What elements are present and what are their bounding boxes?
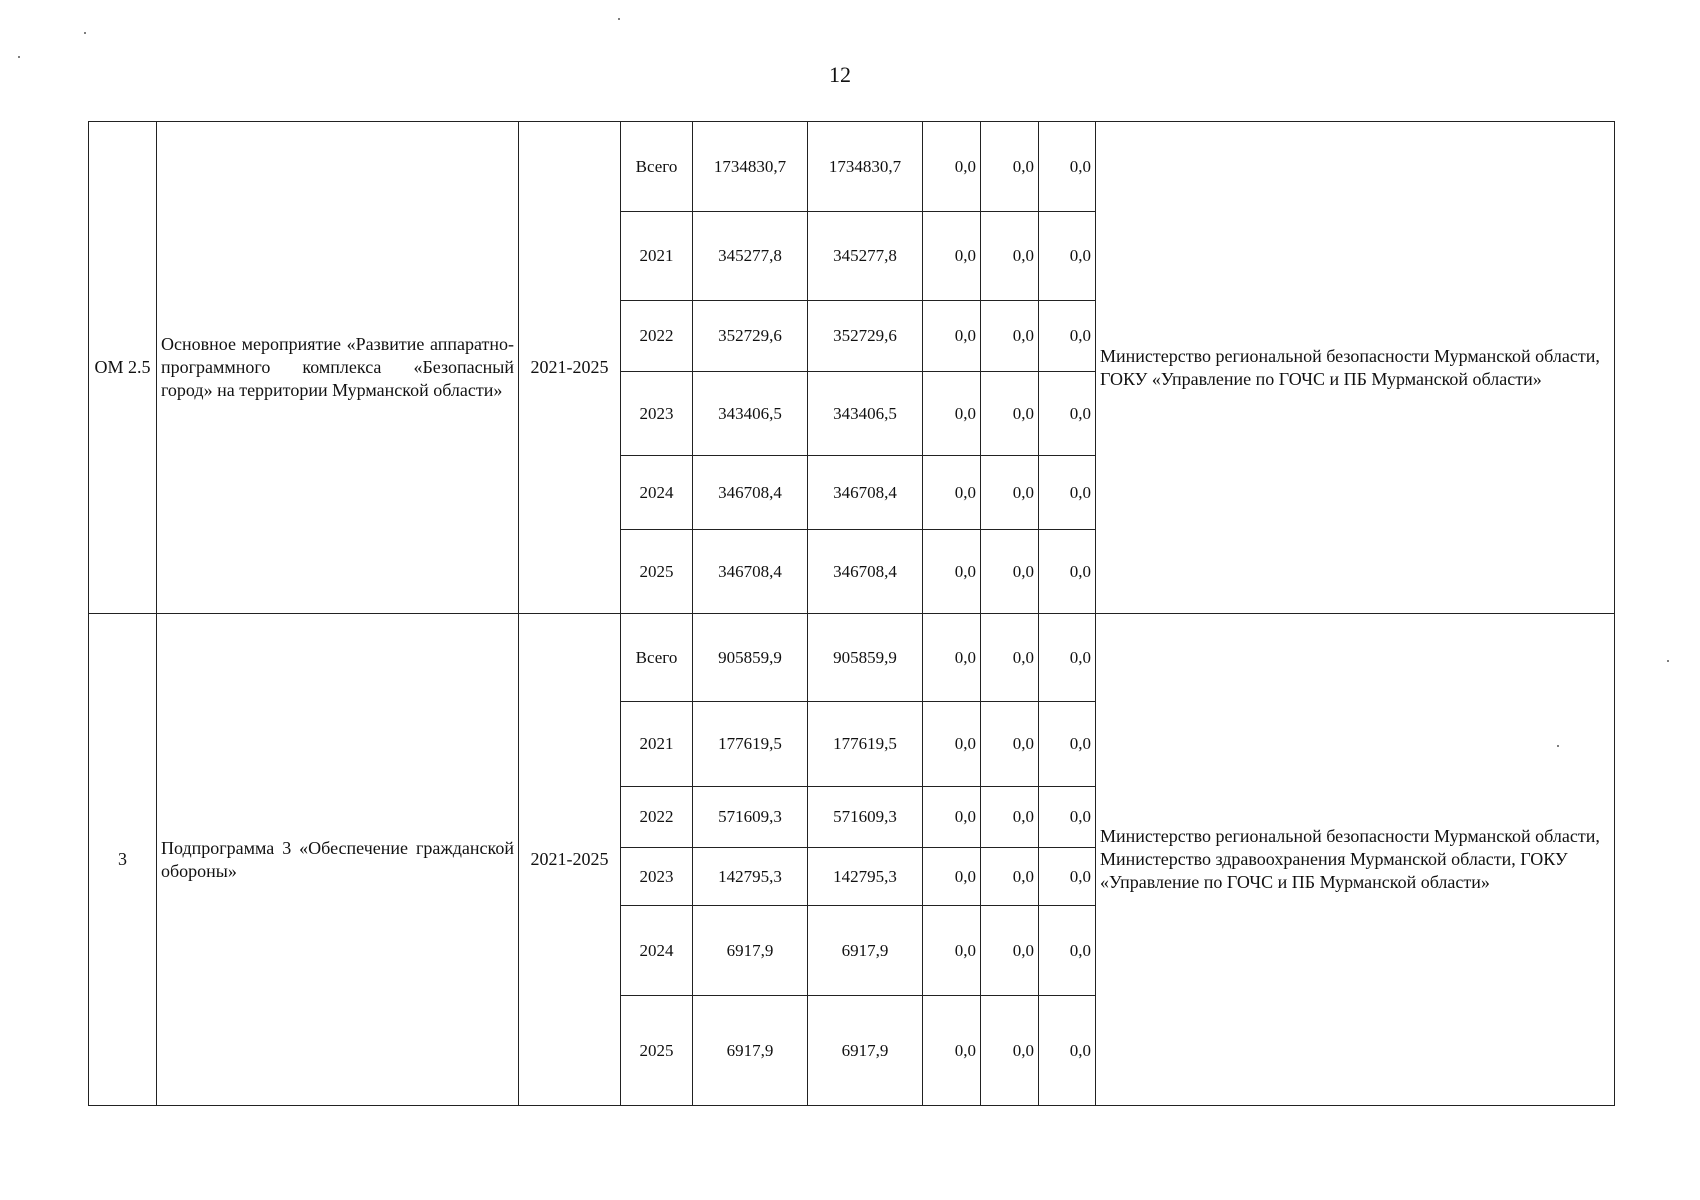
regional-cell: 343406,5 bbox=[808, 372, 923, 456]
total-cell: 346708,4 bbox=[693, 456, 808, 530]
federal-cell: 0,0 bbox=[923, 456, 981, 530]
year-cell: 2022 bbox=[621, 787, 693, 848]
federal-cell: 0,0 bbox=[923, 787, 981, 848]
row-code: 3 bbox=[89, 614, 157, 1106]
row-period: 2021-2025 bbox=[519, 122, 621, 614]
other-cell: 0,0 bbox=[1039, 996, 1096, 1106]
row-name: Подпрограмма 3 «Обеспечение гражданской обороны» bbox=[157, 614, 519, 1106]
total-cell: 346708,4 bbox=[693, 530, 808, 614]
federal-cell: 0,0 bbox=[923, 212, 981, 301]
year-cell: 2024 bbox=[621, 906, 693, 996]
federal-cell: 0,0 bbox=[923, 122, 981, 212]
other-cell: 0,0 bbox=[1039, 614, 1096, 702]
regional-cell: 345277,8 bbox=[808, 212, 923, 301]
row-period: 2021-2025 bbox=[519, 614, 621, 1106]
federal-cell: 0,0 bbox=[923, 530, 981, 614]
table-row bbox=[89, 614, 1615, 702]
year-cell: 2023 bbox=[621, 848, 693, 906]
total-cell: 571609,3 bbox=[693, 787, 808, 848]
year-cell: 2023 bbox=[621, 372, 693, 456]
row-responsible: Министерство региональной безопасности Мурманской области, ГОКУ «Управление по ГОЧС и ПБ Мурманской области» bbox=[1096, 122, 1615, 614]
year-cell: Всего bbox=[621, 122, 693, 212]
total-cell: 142795,3 bbox=[693, 848, 808, 906]
other-cell: 0,0 bbox=[1039, 906, 1096, 996]
federal-cell: 0,0 bbox=[923, 996, 981, 1106]
table-row bbox=[89, 122, 1615, 212]
total-cell: 1734830,7 bbox=[693, 122, 808, 212]
page-number: 12 bbox=[829, 62, 851, 87]
federal-cell: 0,0 bbox=[923, 372, 981, 456]
other-cell: 0,0 bbox=[1039, 122, 1096, 212]
scan-speck bbox=[1667, 660, 1669, 662]
local-cell: 0,0 bbox=[981, 906, 1039, 996]
total-cell: 352729,6 bbox=[693, 301, 808, 372]
other-cell: 0,0 bbox=[1039, 456, 1096, 530]
row-code: ОМ 2.5 bbox=[89, 122, 157, 614]
total-cell: 6917,9 bbox=[693, 996, 808, 1106]
local-cell: 0,0 bbox=[981, 530, 1039, 614]
program-funding-table bbox=[88, 121, 1615, 1106]
regional-cell: 571609,3 bbox=[808, 787, 923, 848]
federal-cell: 0,0 bbox=[923, 614, 981, 702]
local-cell: 0,0 bbox=[981, 301, 1039, 372]
regional-cell: 1734830,7 bbox=[808, 122, 923, 212]
scan-speck bbox=[84, 32, 86, 34]
total-cell: 343406,5 bbox=[693, 372, 808, 456]
local-cell: 0,0 bbox=[981, 996, 1039, 1106]
regional-cell: 905859,9 bbox=[808, 614, 923, 702]
other-cell: 0,0 bbox=[1039, 301, 1096, 372]
regional-cell: 6917,9 bbox=[808, 906, 923, 996]
other-cell: 0,0 bbox=[1039, 372, 1096, 456]
regional-cell: 346708,4 bbox=[808, 456, 923, 530]
scan-speck bbox=[1557, 745, 1559, 747]
regional-cell: 346708,4 bbox=[808, 530, 923, 614]
year-cell: 2021 bbox=[621, 212, 693, 301]
year-cell: 2021 bbox=[621, 702, 693, 787]
row-name: Основное мероприятие «Развитие аппаратно-программного комплекса «Безопасный город» на территории Мурманской области» bbox=[157, 122, 519, 614]
regional-cell: 142795,3 bbox=[808, 848, 923, 906]
other-cell: 0,0 bbox=[1039, 530, 1096, 614]
local-cell: 0,0 bbox=[981, 614, 1039, 702]
total-cell: 905859,9 bbox=[693, 614, 808, 702]
other-cell: 0,0 bbox=[1039, 787, 1096, 848]
federal-cell: 0,0 bbox=[923, 702, 981, 787]
local-cell: 0,0 bbox=[981, 702, 1039, 787]
local-cell: 0,0 bbox=[981, 212, 1039, 301]
year-cell: Всего bbox=[621, 614, 693, 702]
year-cell: 2025 bbox=[621, 530, 693, 614]
other-cell: 0,0 bbox=[1039, 848, 1096, 906]
year-cell: 2024 bbox=[621, 456, 693, 530]
local-cell: 0,0 bbox=[981, 848, 1039, 906]
local-cell: 0,0 bbox=[981, 456, 1039, 530]
regional-cell: 6917,9 bbox=[808, 996, 923, 1106]
scan-speck bbox=[618, 18, 620, 20]
other-cell: 0,0 bbox=[1039, 702, 1096, 787]
regional-cell: 177619,5 bbox=[808, 702, 923, 787]
local-cell: 0,0 bbox=[981, 122, 1039, 212]
local-cell: 0,0 bbox=[981, 787, 1039, 848]
other-cell: 0,0 bbox=[1039, 212, 1096, 301]
total-cell: 345277,8 bbox=[693, 212, 808, 301]
regional-cell: 352729,6 bbox=[808, 301, 923, 372]
row-responsible: Министерство региональной безопасности Мурманской области, Министерство здравоохранения Мурманской области, ГОКУ «Управление по ГОЧС и ПБ Мурманской области» bbox=[1096, 614, 1615, 1106]
total-cell: 6917,9 bbox=[693, 906, 808, 996]
federal-cell: 0,0 bbox=[923, 301, 981, 372]
local-cell: 0,0 bbox=[981, 372, 1039, 456]
scan-speck bbox=[18, 56, 20, 58]
total-cell: 177619,5 bbox=[693, 702, 808, 787]
year-cell: 2022 bbox=[621, 301, 693, 372]
year-cell: 2025 bbox=[621, 996, 693, 1106]
federal-cell: 0,0 bbox=[923, 848, 981, 906]
federal-cell: 0,0 bbox=[923, 906, 981, 996]
